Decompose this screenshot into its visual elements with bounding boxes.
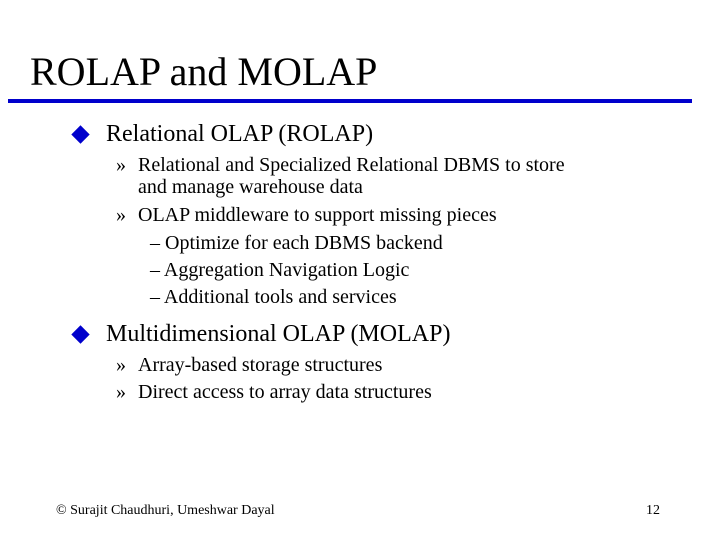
- sub-list-item: – Additional tools and services: [150, 286, 397, 308]
- section-heading: Relational OLAP (ROLAP): [106, 121, 374, 147]
- list-item-text: Relational and Specialized Relational DBMS to store: [138, 154, 565, 176]
- list-item-text: and manage warehouse data: [138, 176, 363, 198]
- bullet-marker: »: [116, 204, 126, 226]
- title-underline: [8, 99, 692, 103]
- bullet-marker: »: [116, 154, 126, 176]
- list-item-text: OLAP middleware to support missing pieces: [138, 204, 497, 226]
- bullet-marker: »: [116, 354, 126, 376]
- list-item-text: Array-based storage structures: [138, 354, 383, 376]
- diamond-bullet-icon: [71, 325, 89, 343]
- section-heading: Multidimensional OLAP (MOLAP): [106, 321, 451, 347]
- sub-list-item: – Optimize for each DBMS backend: [150, 232, 443, 254]
- footer-copyright: © Surajit Chaudhuri, Umeshwar Dayal: [56, 503, 275, 518]
- list-item-text: Direct access to array data structures: [138, 381, 432, 403]
- slide-title: ROLAP and MOLAP: [30, 49, 378, 94]
- bullet-marker: »: [116, 381, 126, 403]
- diamond-bullet-icon: [71, 125, 89, 143]
- page-number: 12: [646, 503, 660, 518]
- sub-list-item: – Aggregation Navigation Logic: [150, 259, 410, 281]
